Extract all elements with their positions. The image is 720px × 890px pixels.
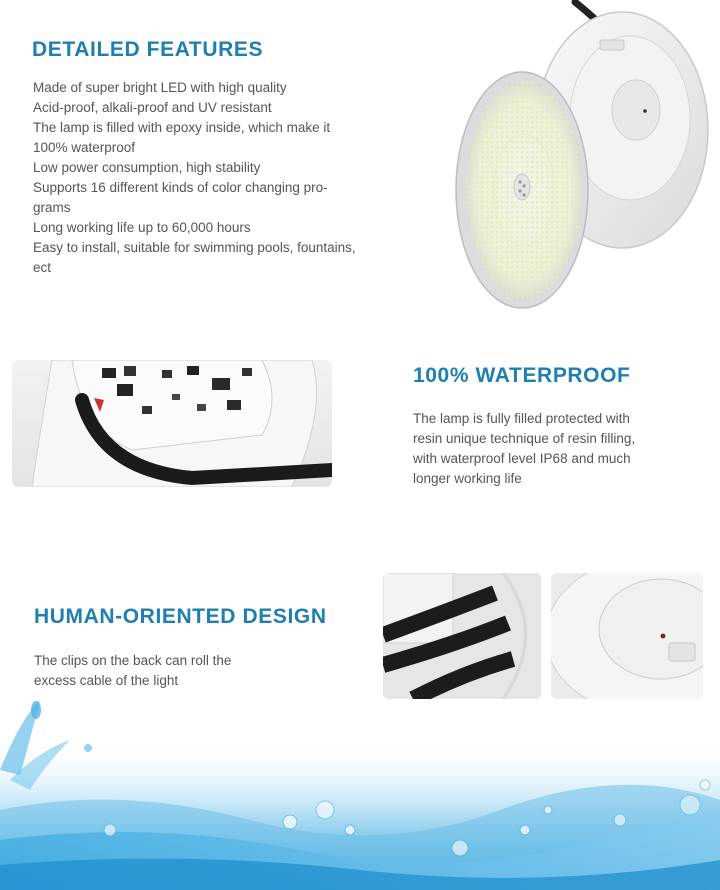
text-line: with waterproof level IP68 and much — [413, 451, 631, 466]
features-title: DETAILED FEATURES — [32, 38, 264, 61]
led-pool-lamp-image — [450, 0, 720, 320]
text-line: longer working life — [413, 471, 522, 486]
waterproof-description — [413, 409, 703, 489]
waterproof-title: 100% WATERPROOF — [413, 364, 631, 387]
feature-list — [33, 78, 393, 278]
feature-item: The lamp is filled with epoxy inside, which make it — [33, 120, 331, 135]
feature-item: grams — [33, 200, 71, 215]
feature-item: Acid-proof, alkali-proof and UV resistant — [33, 100, 272, 115]
feature-item: Long working life up to 60,000 hours — [33, 220, 251, 235]
text-line: The lamp is fully filled protected with — [413, 411, 630, 426]
feature-item: Made of super bright LED with high quality — [33, 80, 287, 95]
feature-item: Low power consumption, high stability — [33, 160, 261, 175]
feature-item: Supports 16 different kinds of color changing pro- — [33, 180, 328, 195]
text-line: The clips on the back can roll the — [34, 653, 232, 668]
text-line: resin unique technique of resin filling, — [413, 431, 636, 446]
feature-item: Easy to install, suitable for swimming pools, fountains, — [33, 240, 356, 255]
circuit-board-photo — [12, 360, 332, 487]
feature-item: ect — [33, 260, 52, 275]
text-line: excess cable of the light — [34, 673, 179, 688]
design-title: HUMAN-ORIENTED DESIGN — [34, 605, 327, 628]
feature-item: 100% waterproof — [33, 140, 136, 155]
water-splash-decoration — [0, 680, 720, 890]
